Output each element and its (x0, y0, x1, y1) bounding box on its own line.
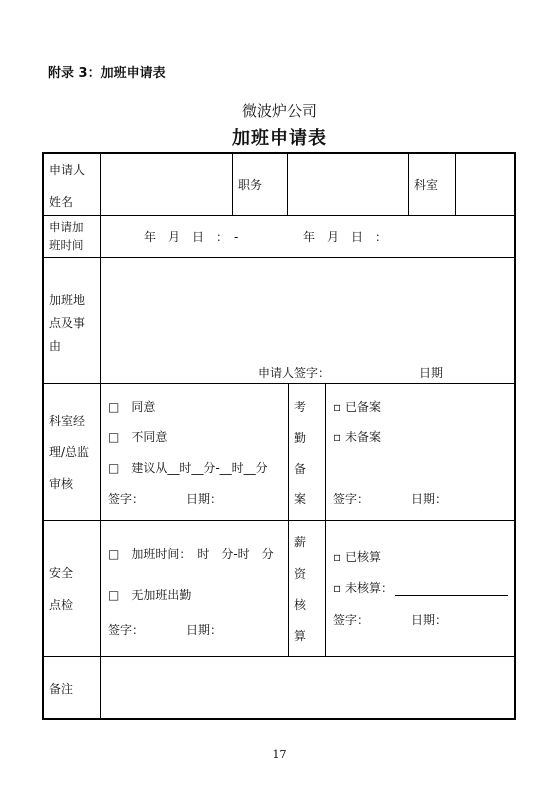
date-to-field: 年 月 日 ： (303, 230, 388, 244)
row-divider (42, 257, 516, 258)
column-divider (100, 152, 101, 720)
position-label: 职务 (238, 178, 263, 192)
applicant-name-label: 姓名 (49, 195, 74, 209)
applicant-signature-label: 申请人签字： (258, 366, 331, 380)
column-divider (325, 383, 326, 656)
agree-checkbox[interactable]: □ 同意 (108, 400, 156, 414)
overtime-time-label-2: 班时间 (49, 238, 84, 252)
safety-sign-label: 签字： (108, 623, 145, 637)
safety-date-label: 日期： (186, 623, 223, 637)
column-divider (455, 152, 456, 215)
attendance-date-label: 日期： (411, 492, 448, 506)
column-divider (408, 152, 409, 215)
place-reason-label-3: 由 (49, 339, 62, 353)
salary-label-4: 算 (294, 629, 307, 643)
manager-review-label-2: 理/总监 (49, 445, 90, 459)
date-from-field: 年 月 日 ： - (144, 230, 239, 244)
department-label: 科室 (414, 178, 439, 192)
salary-sign-label: 签字： (333, 613, 370, 627)
form-title: 加班申请表 (232, 128, 327, 149)
no-overtime-checkbox[interactable]: □ 无加班出勤 (108, 588, 192, 602)
appendix-title: 附录 3：加班申请表 (48, 66, 166, 81)
salary-label-1: 薪 (294, 535, 307, 549)
manager-review-label-3: 审核 (49, 477, 74, 491)
applicant-date-label: 日期 (419, 366, 444, 380)
attendance-label-1: 考 (294, 400, 307, 414)
attendance-sign-label: 签字： (333, 492, 370, 506)
not-filed-checkbox[interactable]: ▫ 未备案 (333, 430, 381, 444)
applicant-label: 申请人 (49, 163, 86, 177)
remarks-label: 备注 (49, 682, 74, 696)
suggest-checkbox[interactable]: □ 建议从__时__分-__时__分 (108, 461, 268, 475)
page-number: 17 (272, 748, 287, 761)
safety-check-label: 安全 (49, 566, 74, 580)
salary-date-label: 日期： (411, 613, 448, 627)
column-divider (287, 152, 288, 215)
column-divider (288, 383, 289, 656)
attendance-label-3: 备 (294, 462, 307, 476)
row-divider (42, 383, 516, 384)
place-reason-label: 加班地 (49, 293, 86, 307)
salary-label-3: 核 (294, 598, 307, 612)
column-divider (232, 152, 233, 215)
manager-sign-label: 签字： (108, 492, 145, 506)
row-divider (42, 656, 516, 657)
company-name: 微波炉公司 (241, 102, 317, 120)
manager-review-label: 科室经 (49, 414, 86, 428)
attendance-label-4: 案 (294, 492, 307, 506)
not-checked-checkbox[interactable]: ▫ 未核算： (333, 581, 393, 595)
not-checked-underline (395, 595, 508, 596)
salary-label-2: 资 (294, 567, 307, 581)
row-divider (42, 215, 516, 216)
manager-date-label: 日期： (186, 492, 223, 506)
overtime-time-label: 申请加 (49, 220, 84, 234)
row-divider (42, 520, 516, 521)
checked-checkbox[interactable]: ▫ 已核算 (333, 550, 381, 564)
overtime-time-checkbox[interactable]: □ 加班时间： 时 分-时 分 (108, 547, 274, 561)
attendance-label-2: 勤 (294, 431, 307, 445)
filed-checkbox[interactable]: ▫ 已备案 (333, 400, 381, 414)
safety-check-label-2: 点检 (49, 598, 74, 612)
place-reason-label-2: 点及事 (49, 316, 86, 330)
disagree-checkbox[interactable]: □ 不同意 (108, 430, 168, 444)
